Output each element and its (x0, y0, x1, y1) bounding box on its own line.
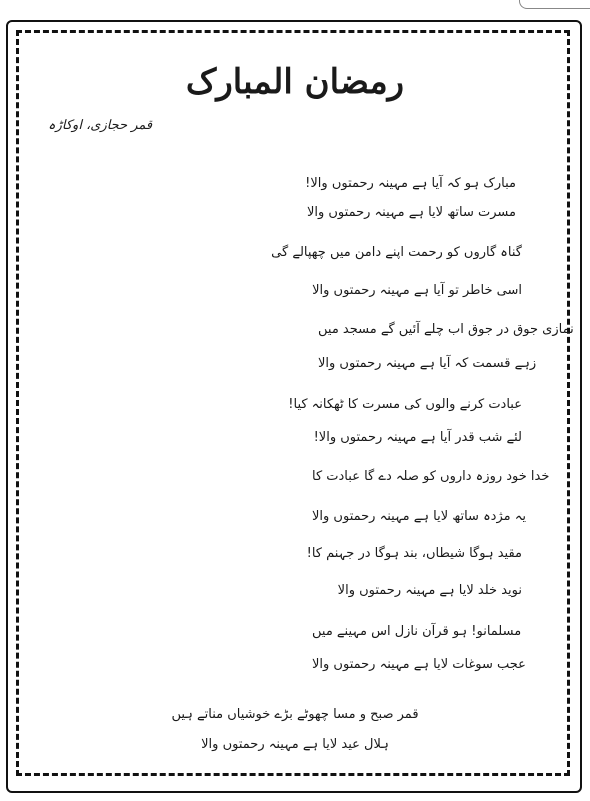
verse-line: گناہ گاروں کو رحمت اپنے دامن میں چھپالے گی (271, 245, 522, 260)
verse-line: مسرت ساتھ لایا ہے مہینہ رحمتوں والا (306, 205, 516, 220)
verse-line: لئے شب قدر آیا ہے مہینہ رحمتوں والا! (313, 430, 522, 445)
poem-author: قمر حجازی، اوکاڑہ (48, 118, 153, 133)
verse-line: ہلال عید لایا ہے مہینہ رحمتوں والا (201, 737, 389, 752)
verse-line: عبادت کرنے والوں کی مسرت کا ٹھکانہ کیا! (288, 397, 522, 412)
page-corner-decoration (519, 0, 590, 9)
verse-line: نمازی جوق در جوق اب چلے آئیں گے مسجد میں (318, 322, 574, 337)
verse-line: زہے قسمت کہ آیا ہے مہینہ رحمتوں والا (318, 356, 537, 371)
verse-line: خدا خود روزہ داروں کو صلہ دے گا عبادت کا (312, 469, 550, 484)
verse-line: مسلمانو! ہو قرآن نازل اس مہینے میں (312, 624, 522, 639)
verse-line: مبارک ہو کہ آیا ہے مہینہ رحمتوں والا! (305, 176, 516, 191)
verse-line: قمر صبح و مسا چھوٹے بڑے خوشیاں مناتے ہیں (171, 707, 419, 722)
verse-line: نوید خلد لایا ہے مہینہ رحمتوں والا (337, 583, 522, 598)
verse-line: عجب سوغات لایا ہے مہینہ رحمتوں والا (312, 657, 526, 672)
verse-line: یہ مژدہ ساتھ لایا ہے مہینہ رحمتوں والا (312, 509, 526, 524)
verse-line: اسی خاطر تو آیا ہے مہینہ رحمتوں والا (312, 283, 522, 298)
verse-line: مقید ہوگا شیطاں، بند ہوگا در جہنم کا! (306, 546, 522, 561)
poem-title: رمضان المبارک (185, 62, 405, 102)
